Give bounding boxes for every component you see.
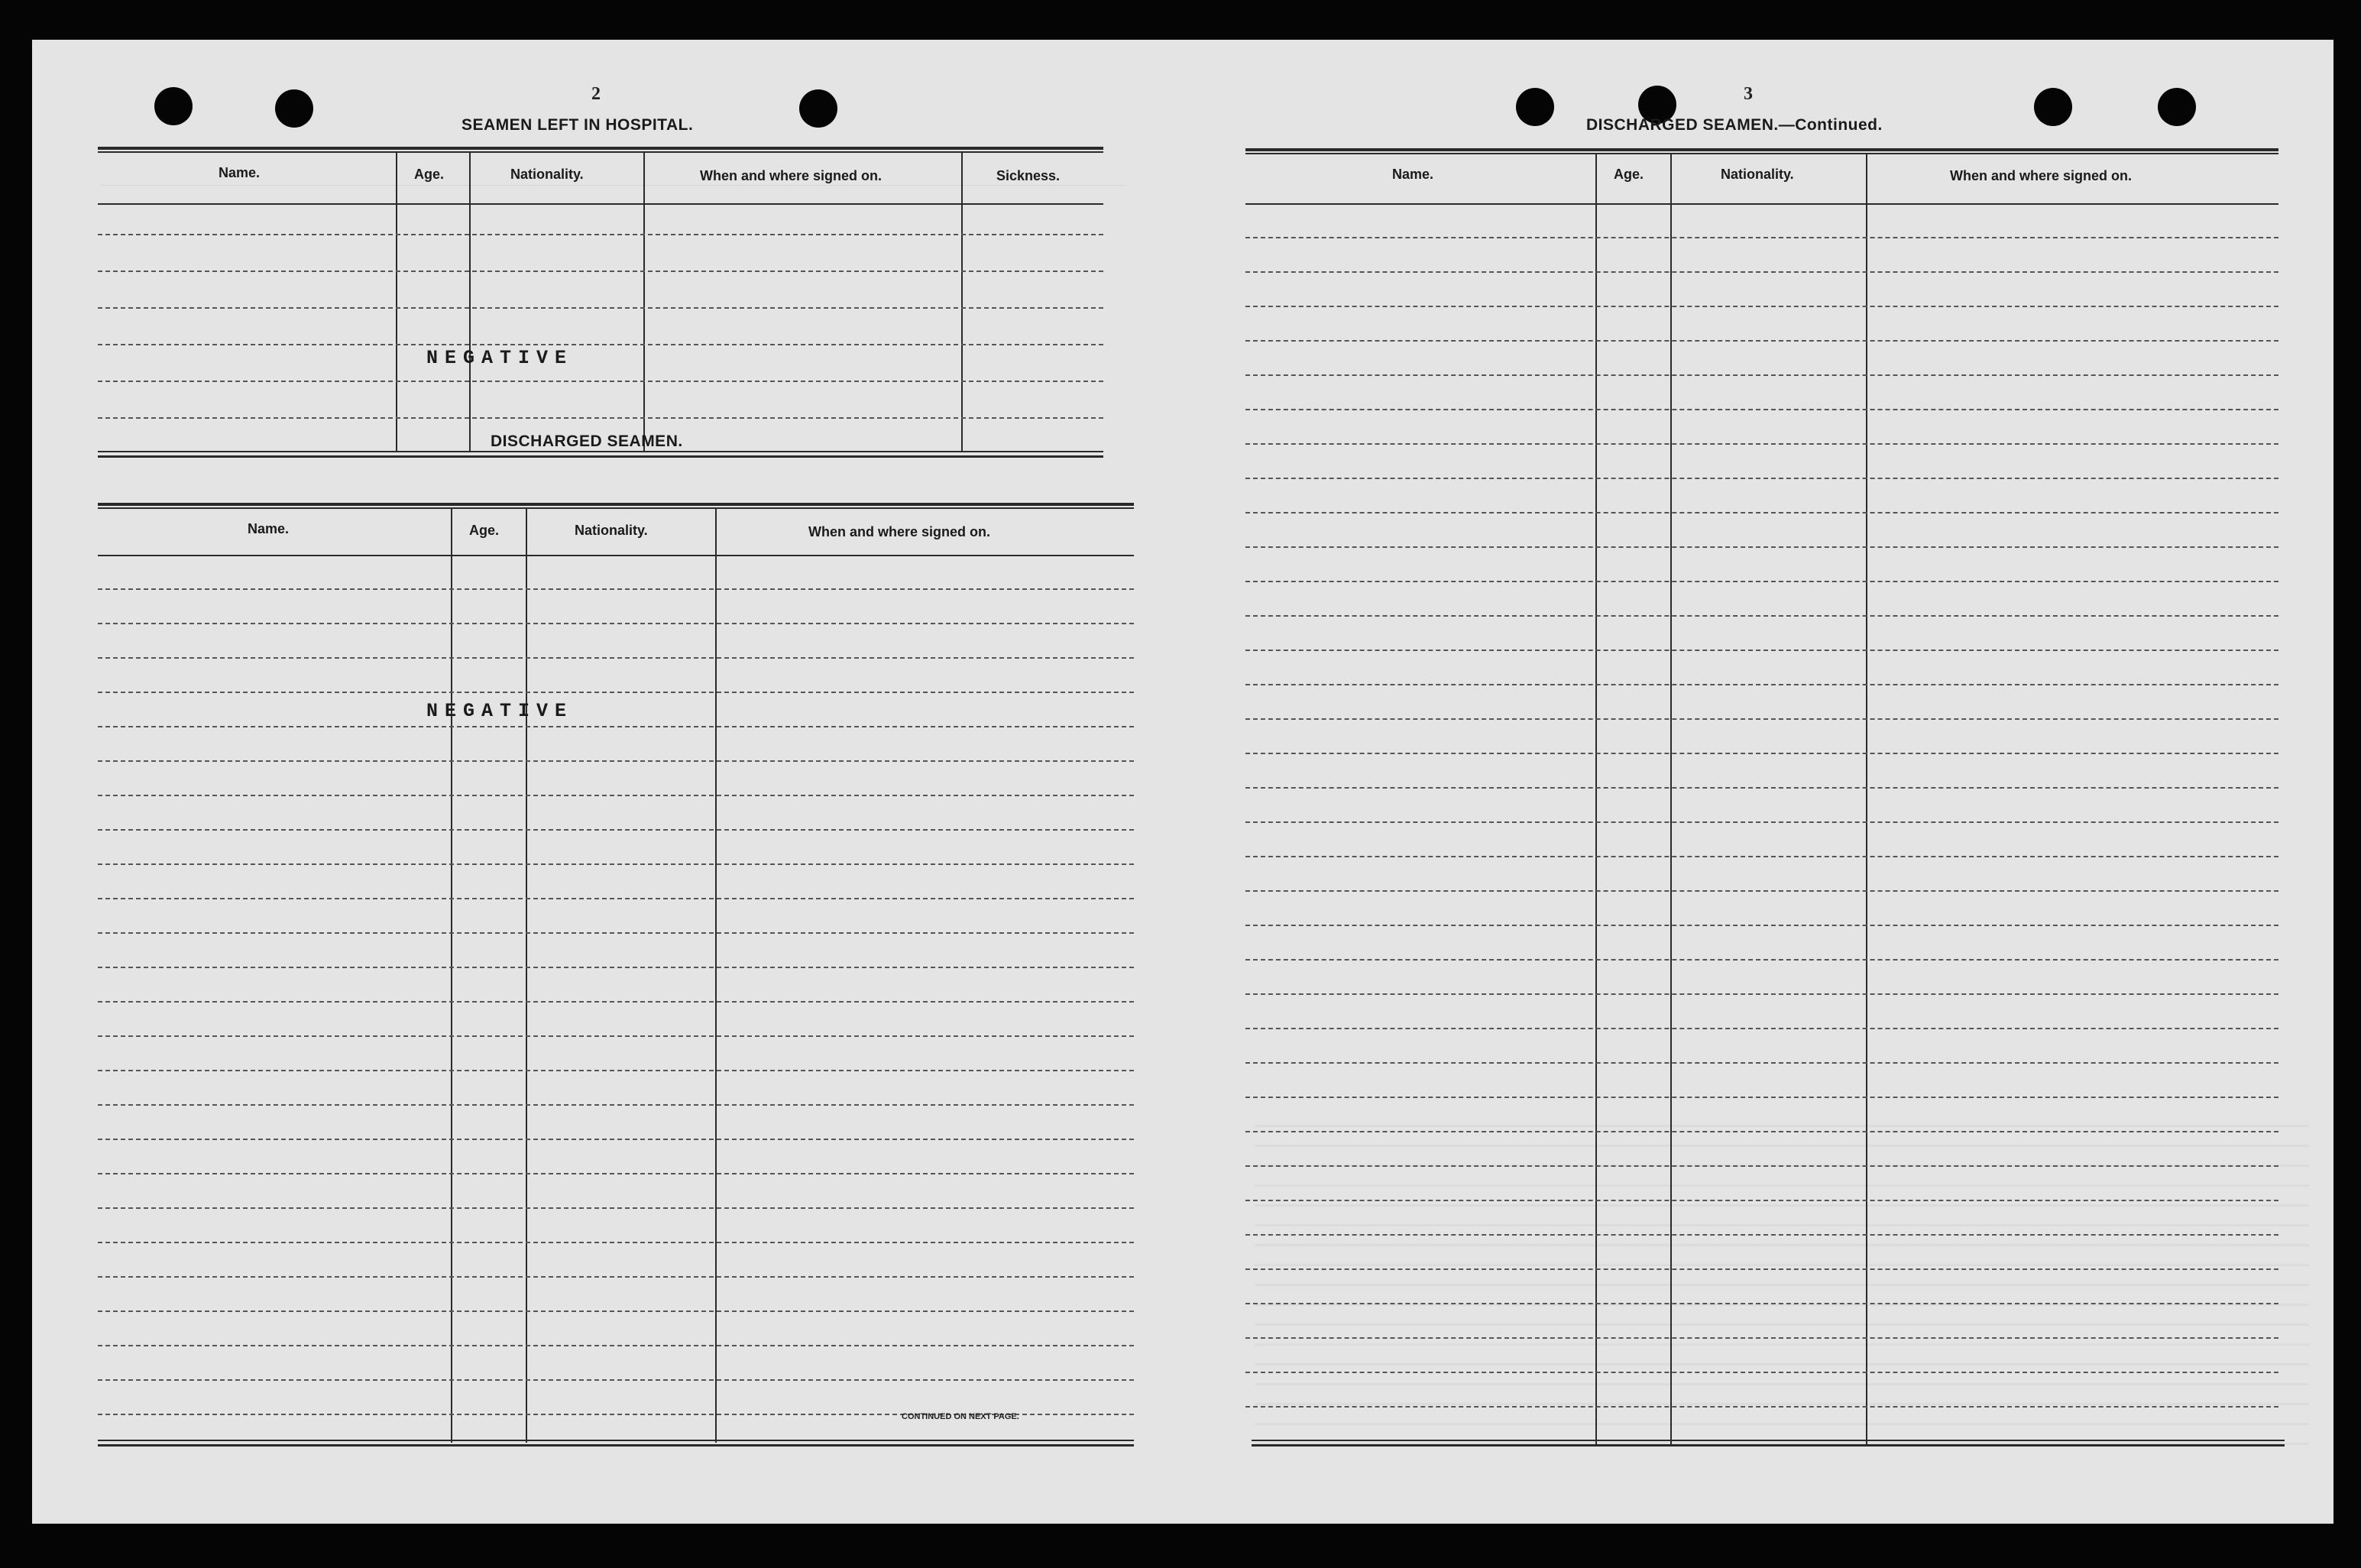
entry-line	[1245, 581, 2278, 582]
discharged-section-title: DISCHARGED SEAMEN.	[491, 432, 683, 450]
column-divider	[1670, 154, 1672, 1444]
table-rule	[1252, 1440, 2285, 1441]
entry-line	[98, 1379, 1134, 1381]
entry-line	[98, 623, 1134, 624]
entry-line	[1245, 1165, 2278, 1167]
column-header-age: Age.	[414, 167, 445, 182]
entry-line	[1245, 890, 2278, 892]
punch-hole	[1516, 88, 1554, 126]
column-divider	[469, 153, 471, 452]
entry-line	[98, 1001, 1134, 1003]
column-divider	[1595, 154, 1597, 1444]
entry-line	[1245, 237, 2278, 238]
entry-line	[98, 1070, 1134, 1071]
discharged-continued-title-text: DISCHARGED SEAMEN.—Continued.	[1586, 116, 1883, 134]
bleed-through-block	[1255, 1125, 2309, 1446]
entry-line	[1245, 959, 2278, 961]
entry-line	[1245, 821, 2278, 823]
header-rule	[98, 203, 1103, 205]
table-rule	[1245, 153, 2278, 154]
entry-line	[1245, 306, 2278, 307]
entry-line	[98, 1242, 1134, 1243]
entry-line	[1245, 1131, 2278, 1132]
entry-line	[1245, 1028, 2278, 1029]
column-divider	[451, 509, 452, 1443]
entry-line	[1245, 753, 2278, 754]
entry-line	[98, 967, 1134, 968]
entry-line	[98, 344, 1103, 345]
column-divider	[526, 509, 527, 1443]
entry-line	[98, 795, 1134, 796]
entry-line	[1245, 1406, 2278, 1408]
entry-line	[98, 726, 1134, 727]
punch-hole	[275, 89, 313, 128]
entry-line	[1245, 478, 2278, 479]
entry-line	[98, 829, 1134, 831]
column-header-name: Name.	[248, 521, 290, 536]
table-rule	[98, 503, 1134, 506]
entry-line	[1245, 718, 2278, 720]
entry-line	[98, 417, 1103, 419]
column-divider	[396, 153, 397, 452]
entry-line	[98, 692, 1134, 693]
entry-line	[1245, 925, 2278, 926]
header-rule	[1245, 203, 2278, 205]
table-rule	[98, 1444, 1134, 1447]
continued-note: CONTINUED ON NEXT PAGE.	[902, 1412, 1019, 1421]
entry-line	[1245, 1097, 2278, 1098]
entry-line	[1245, 684, 2278, 685]
negative-stamp: NEGATIVE	[426, 700, 574, 722]
punch-hole	[799, 89, 837, 128]
column-header-signed-on: When and where signed on.	[700, 168, 883, 183]
entry-line	[1245, 993, 2278, 995]
column-header-name: Name.	[1392, 167, 1434, 182]
column-header-signed-on: When and where signed on.	[1950, 168, 2133, 183]
entry-line	[98, 307, 1103, 309]
punch-hole	[2034, 88, 2072, 126]
column-header-nationality: Nationality.	[1721, 167, 1794, 182]
document-sheet	[32, 40, 2333, 1524]
table-rule	[1252, 1444, 2285, 1447]
column-header-name: Name.	[219, 165, 261, 180]
negative-stamp: NEGATIVE	[426, 347, 574, 369]
entry-line	[1245, 443, 2278, 445]
entry-line	[1245, 271, 2278, 273]
entry-line	[1245, 1372, 2278, 1373]
entry-line	[98, 234, 1103, 235]
punch-hole	[154, 87, 193, 125]
entry-line	[98, 760, 1134, 762]
entry-line	[98, 1035, 1134, 1037]
column-header-sickness: Sickness.	[996, 168, 1061, 183]
entry-line	[1245, 1337, 2278, 1339]
entry-line	[1245, 1234, 2278, 1236]
entry-line	[98, 1310, 1134, 1312]
entry-line	[1245, 340, 2278, 342]
entry-line	[98, 1345, 1134, 1346]
entry-line	[98, 863, 1134, 865]
table-rule	[98, 455, 1103, 458]
entry-line	[98, 381, 1103, 382]
column-header-age: Age.	[1614, 167, 1644, 182]
entry-line	[98, 1139, 1134, 1140]
column-divider	[1866, 154, 1867, 1444]
entry-line	[98, 1207, 1134, 1209]
table-rule	[98, 507, 1134, 509]
entry-line	[1245, 1062, 2278, 1064]
entry-line	[1245, 1268, 2278, 1270]
entry-line	[1245, 546, 2278, 548]
header-rule	[98, 555, 1134, 556]
column-divider	[961, 153, 963, 452]
entry-line	[1245, 1200, 2278, 1201]
entry-line	[1245, 374, 2278, 376]
entry-line	[1245, 512, 2278, 513]
column-header-nationality: Nationality.	[575, 523, 648, 538]
entry-line	[98, 898, 1134, 899]
entry-line	[98, 1173, 1134, 1174]
entry-line	[1245, 409, 2278, 410]
column-divider	[643, 153, 645, 452]
entry-line	[1245, 1303, 2278, 1304]
page-number: 2	[591, 84, 601, 104]
entry-line	[98, 1276, 1134, 1278]
table-rule	[98, 1440, 1134, 1441]
entry-line	[98, 1104, 1134, 1106]
table-rule	[98, 151, 1103, 153]
entry-line	[98, 932, 1134, 934]
punch-hole	[2158, 88, 2196, 126]
page-number: 3	[1744, 84, 1753, 104]
table-rule	[98, 147, 1103, 150]
column-divider	[715, 509, 717, 1443]
discharged-continued-title	[1586, 116, 1883, 134]
column-header-nationality: Nationality.	[510, 167, 584, 182]
entry-line	[98, 271, 1103, 272]
column-header-signed-on: When and where signed on.	[808, 524, 991, 539]
entry-line	[98, 588, 1134, 590]
column-header-age: Age.	[469, 523, 500, 538]
table-rule	[98, 451, 1103, 452]
entry-line	[1245, 650, 2278, 651]
entry-line	[1245, 787, 2278, 789]
entry-line	[1245, 856, 2278, 857]
entry-line	[1245, 615, 2278, 617]
table-rule	[1245, 148, 2278, 151]
hospital-section-title: SEAMEN LEFT IN HOSPITAL.	[462, 116, 694, 134]
entry-line	[98, 657, 1134, 659]
